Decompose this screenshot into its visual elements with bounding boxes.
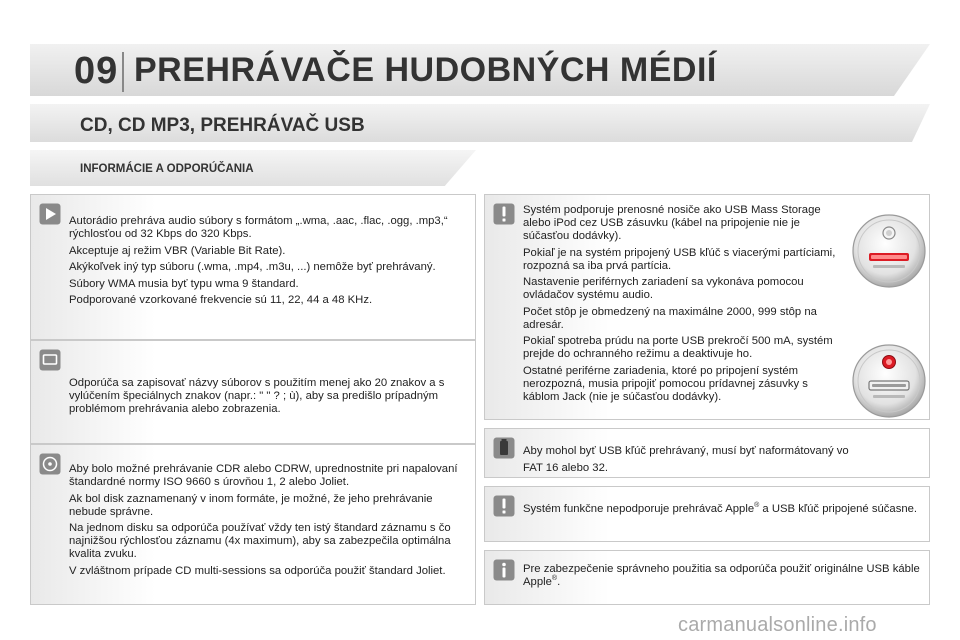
apple-text-before: Systém funkčne nepodporuje prehrávač Apple (523, 503, 755, 515)
panel-filenames (30, 340, 476, 444)
disc-icon (39, 453, 61, 475)
panel-usb (484, 194, 930, 420)
panel-formats (30, 194, 476, 340)
usb-paragraph: Pokiaľ spotreba prúdu na porte USB prekročí 500 mA, systém prejde do ochranného režimu a deaktivuje ho. (523, 335, 833, 360)
panel-cable (484, 550, 930, 605)
formats-paragraph: Akceptuje aj režim VBR (Variable Bit Rate). (69, 244, 286, 257)
usb-stick-icon (493, 437, 515, 459)
usb-port-illustration (851, 213, 927, 289)
chapter-divider (122, 52, 124, 92)
cable-paragraph (523, 563, 923, 589)
formats-paragraph: Akýkoľvek iný typ súboru (.wma, .mp4, .m3u, ...) nemôže byť prehrávaný. (69, 261, 436, 273)
usb-paragraph: Nastavenie periférnych zariadení sa vykonáva pomocou ovládačov systému audio. (523, 276, 804, 301)
info-title: INFORMÁCIE A ODPORÚČANIA (80, 163, 254, 175)
cdrw-paragraph: V zvláštnom prípade CD multi-sessions sa odporúča použiť štandard Joliet. (69, 564, 446, 577)
warning-icon (493, 495, 515, 517)
usb-paragraph: Ostatné periférne zariadenia, ktoré po pripojení systém nerozpozná, musia pripojiť pomocou prídavnej zásuvky s káblom Jack (nie je súčasťou dodávky). (523, 364, 808, 403)
cdrw-paragraph: Ak bol disk zaznamenaný v inom formáte, je možné, že jeho prehrávanie nebude správne. (69, 492, 433, 518)
apple-text-after: a USB kľúč pripojené súčasne. (759, 503, 918, 515)
cable-text-after: . (557, 576, 561, 588)
usb-paragraph: Pokiaľ je na systém pripojený USB kľúč s viacerými partíciami, rozpozná sa iba prvá partícia. (523, 246, 836, 272)
display-icon (39, 349, 61, 371)
cdrw-paragraph: Na jednom disku sa odporúča používať vždy ten istý štandard záznamu s čo najnižšou rýchlosťou záznamu (4x maximum), aby sa zabezpečila optimálna kvalita zvuku. (69, 522, 451, 560)
chapter-number: 09 (74, 50, 119, 92)
cable-text-before: Pre zabezpečenie správneho použitia sa odporúča použiť originálne USB káble Apple (523, 563, 920, 588)
apple-paragraph (523, 503, 923, 516)
registered-mark: ® (754, 502, 760, 510)
chapter-title: PREHRÁVAČE HUDOBNÝCH MÉDIÍ (134, 51, 717, 89)
formats-paragraph: Súbory WMA musia byť typu wma 9 štandard. (69, 277, 299, 290)
usb-port-illustration (851, 343, 927, 419)
fat-line-1: Aby mohol byť USB kľúč prehrávaný, musí byť naformátovaný vo (523, 445, 849, 457)
info-icon (493, 559, 515, 581)
fat-line-2: FAT 16 alebo 32. (523, 462, 608, 474)
panel-apple (484, 486, 930, 542)
panel-fat (484, 428, 930, 478)
formats-paragraph: Podporované vzorkované frekvencie sú 11, 22, 44 a 48 KHz. (69, 294, 373, 306)
formats-paragraph: Autorádio prehráva audio súbory s formátom „.wma, .aac, .flac, .ogg, .mp3,“ rýchlosťou od 32 Kbps do 320 Kbps. (69, 215, 448, 240)
filenames-paragraph: Odporúča sa zapisovať názvy súborov s použitím menej ako 20 znakov a s vylúčením špeciálnych znakov (napr.: " " ? ; ù), aby sa predišlo prípadným problémom prehrávania alebo zobrazenia. (69, 377, 445, 415)
usb-paragraph: Systém podporuje prenosné nosiče ako USB Mass Storage alebo iPod cez USB zásuvku (kábel na pripojenie nie je súčasťou dodávky). (523, 204, 821, 242)
section-title: CD, CD MP3, PREHRÁVAČ USB (80, 115, 365, 136)
registered-mark: ® (551, 575, 558, 583)
play-icon (39, 203, 61, 225)
usb-paragraph: Počet stôp je obmedzený na maximálne 2000, 999 stôp na adresár. (523, 305, 817, 331)
panel-cdrw (30, 444, 476, 605)
warning-icon (493, 203, 515, 225)
cdrw-paragraph: Aby bolo možné prehrávanie CDR alebo CDRW, uprednostnite pri napalovaní štandardné normy ISO 9660 s úrovňou 1, 2 alebo Joliet. (69, 463, 458, 488)
watermark: carmanualsonline.info (678, 614, 877, 636)
